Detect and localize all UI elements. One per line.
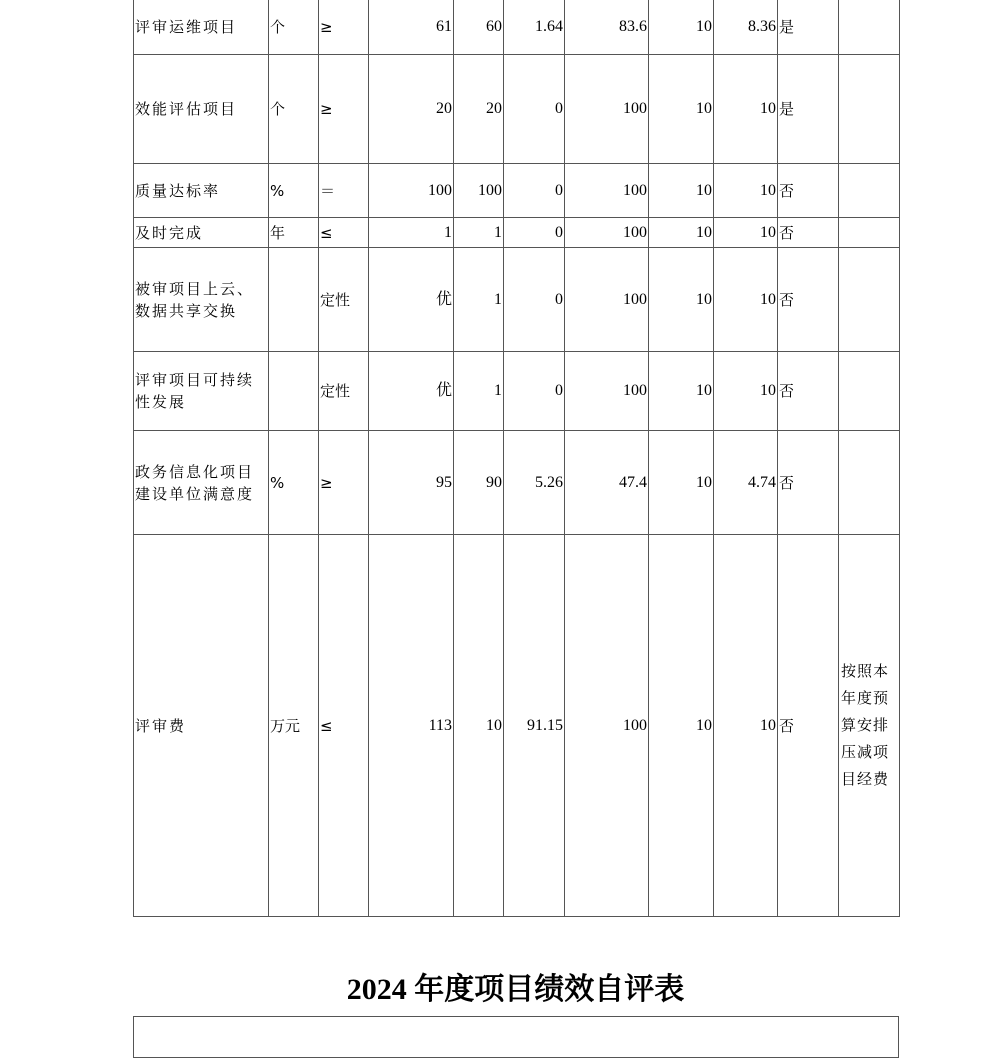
deviation-cell: 0	[504, 55, 565, 164]
target-value-cell: 20	[369, 55, 454, 164]
flag-cell: 否	[778, 431, 839, 535]
operator-cell: ≤	[319, 218, 369, 248]
weight-cell: 10	[649, 248, 714, 352]
table-row	[134, 0, 900, 55]
actual-value-cell: 10	[454, 535, 504, 917]
note-cell	[839, 55, 900, 164]
indicator-cell: 评审运维项目	[134, 0, 269, 55]
note-cell	[839, 218, 900, 248]
flag-cell: 否	[778, 164, 839, 218]
score-cell: 10	[714, 218, 778, 248]
score-cell: 10	[714, 248, 778, 352]
flag-cell: 否	[778, 248, 839, 352]
score-cell: 10	[714, 164, 778, 218]
flag-cell: 是	[778, 55, 839, 164]
note-cell	[839, 0, 900, 55]
deviation-cell: 0	[504, 164, 565, 218]
score-cell: 10	[714, 535, 778, 917]
completion-rate-cell: 47.4	[565, 431, 649, 535]
indicator-cell: 被审项目上云、数据共享交换	[134, 248, 269, 352]
note-cell	[839, 248, 900, 352]
weight-cell: 10	[649, 55, 714, 164]
score-cell: 10	[714, 352, 778, 431]
deviation-cell: 0	[504, 218, 565, 248]
target-value-cell: 61	[369, 0, 454, 55]
section-title: 2024 年度项目绩效自评表	[346, 973, 685, 1006]
table-row	[134, 431, 900, 535]
operator-cell: ＝	[319, 164, 369, 218]
deviation-cell: 5.26	[504, 431, 565, 535]
next-table-frame	[133, 1016, 899, 1058]
score-cell: 4.74	[714, 431, 778, 535]
flag-cell: 否	[778, 218, 839, 248]
indicator-cell: 政务信息化项目建设单位满意度	[134, 431, 269, 535]
completion-rate-cell: 83.6	[565, 0, 649, 55]
operator-cell: ≥	[319, 55, 369, 164]
weight-cell: 10	[649, 535, 714, 917]
table-row	[134, 55, 900, 164]
table-row	[134, 218, 900, 248]
note-cell	[839, 431, 900, 535]
deviation-cell: 0	[504, 352, 565, 431]
weight-cell: 10	[649, 0, 714, 55]
indicator-cell: 质量达标率	[134, 164, 269, 218]
table-row	[134, 164, 900, 218]
target-value-cell: 1	[369, 218, 454, 248]
note-cell	[839, 352, 900, 431]
completion-rate-cell: 100	[565, 535, 649, 917]
unit-cell: 年	[269, 218, 319, 248]
completion-rate-cell: 100	[565, 218, 649, 248]
actual-value-cell: 1	[454, 248, 504, 352]
score-cell: 10	[714, 55, 778, 164]
operator-cell: ≥	[319, 431, 369, 535]
flag-cell: 否	[778, 352, 839, 431]
deviation-cell: 0	[504, 248, 565, 352]
completion-rate-cell: 100	[565, 164, 649, 218]
note-cell: 按照本年度预算安排压减项目经费	[839, 535, 900, 917]
actual-value-cell: 1	[454, 352, 504, 431]
target-value-cell: 优	[369, 248, 454, 352]
flag-cell: 否	[778, 535, 839, 917]
performance-table	[133, 0, 900, 917]
table-row	[134, 248, 900, 352]
actual-value-cell: 1	[454, 218, 504, 248]
unit-cell: %	[269, 431, 319, 535]
completion-rate-cell: 100	[565, 248, 649, 352]
weight-cell: 10	[649, 431, 714, 535]
actual-value-cell: 90	[454, 431, 504, 535]
completion-rate-cell: 100	[565, 55, 649, 164]
actual-value-cell: 20	[454, 55, 504, 164]
unit-cell: 个	[269, 55, 319, 164]
operator-cell: 定性	[319, 352, 369, 431]
operator-cell: 定性	[319, 248, 369, 352]
target-value-cell: 100	[369, 164, 454, 218]
target-value-cell: 113	[369, 535, 454, 917]
weight-cell: 10	[649, 164, 714, 218]
unit-cell	[269, 352, 319, 431]
deviation-cell: 91.15	[504, 535, 565, 917]
operator-cell: ≥	[319, 0, 369, 55]
unit-cell	[269, 248, 319, 352]
unit-cell: 个	[269, 0, 319, 55]
indicator-cell: 评审项目可持续性发展	[134, 352, 269, 431]
unit-cell: 万元	[269, 535, 319, 917]
deviation-cell: 1.64	[504, 0, 565, 55]
indicator-cell: 效能评估项目	[134, 55, 269, 164]
note-cell	[839, 164, 900, 218]
completion-rate-cell: 100	[565, 352, 649, 431]
indicator-cell: 评审费	[134, 535, 269, 917]
actual-value-cell: 60	[454, 0, 504, 55]
unit-cell: %	[269, 164, 319, 218]
table-row	[134, 535, 900, 917]
weight-cell: 10	[649, 352, 714, 431]
table-row	[134, 352, 900, 431]
operator-cell: ≤	[319, 535, 369, 917]
target-value-cell: 优	[369, 352, 454, 431]
target-value-cell: 95	[369, 431, 454, 535]
indicator-cell: 及时完成	[134, 218, 269, 248]
score-cell: 8.36	[714, 0, 778, 55]
actual-value-cell: 100	[454, 164, 504, 218]
flag-cell: 是	[778, 0, 839, 55]
weight-cell: 10	[649, 218, 714, 248]
